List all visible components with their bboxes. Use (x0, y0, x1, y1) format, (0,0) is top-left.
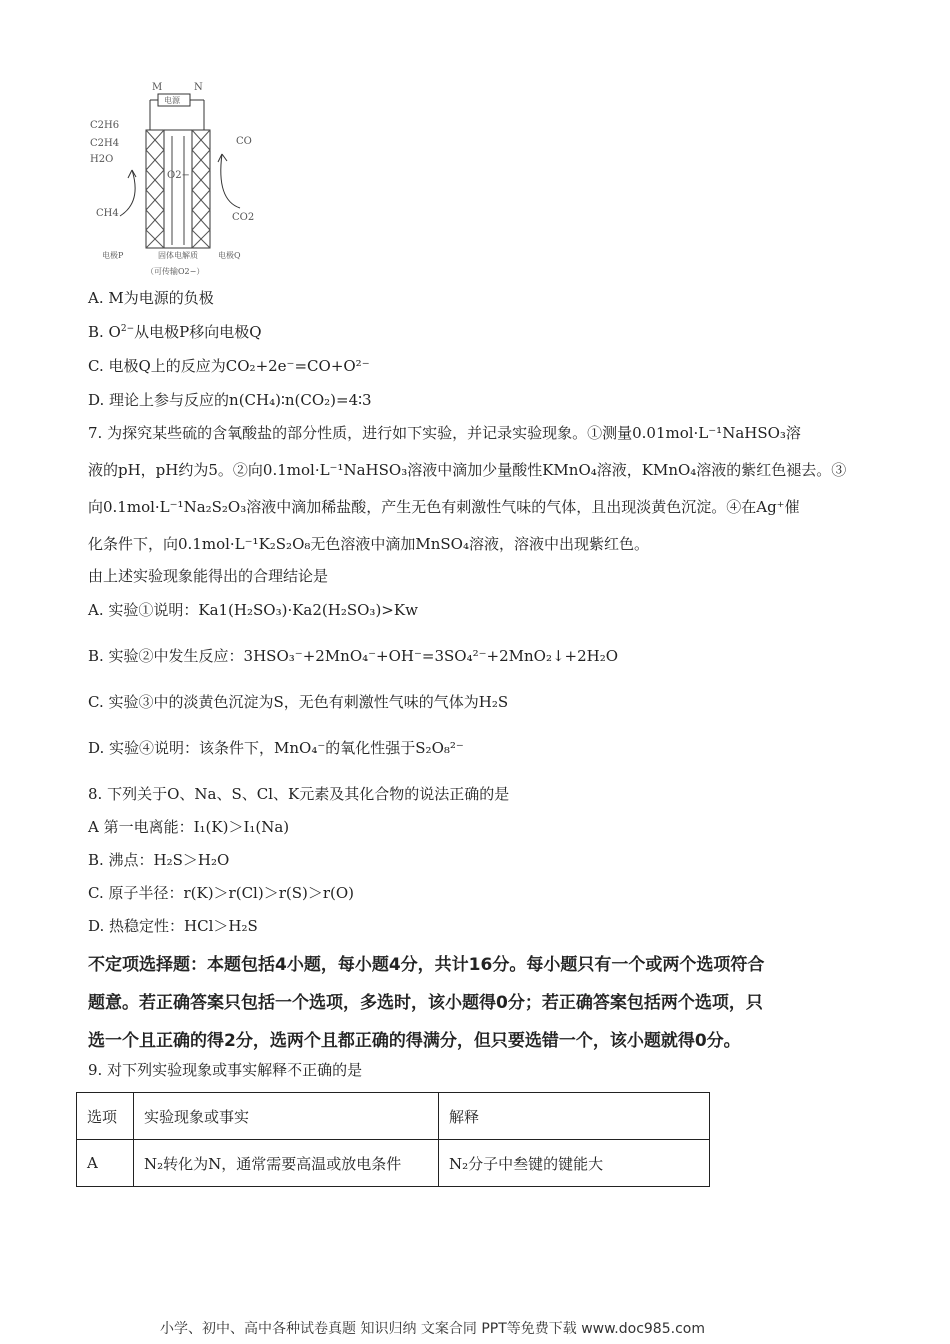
q6-option-b: B. $O^{2-}$从电极P移向电极Q (88, 323, 262, 341)
q7-option-b: B. 实验②中发生反应：3HSO₃⁻+2MnO₄⁻+OH⁻=3SO₄²⁻+2MnO₂↓+2H₂O (88, 647, 619, 665)
electrolyte-label: 固体电解质 (158, 251, 198, 260)
q7-option-c: C. 实验③中的淡黄色沉淀为S，无色有刺激性气味的气体为H₂S (88, 693, 509, 711)
q8-option-c: C. 原子半径：r(K)＞r(Cl)＞r(S)＞r(O) (88, 884, 355, 902)
species-c2h6: C2H6 (90, 120, 120, 131)
q8-option-b: B. 沸点：H₂S＞H₂O (88, 851, 230, 869)
ion-label: O2− (167, 170, 190, 181)
q7-stem-line3: 向0.1mol·L⁻¹Na₂S₂O₃溶液中滴加稀盐酸，产生无色有刺激性气味的气体，且出现淡黄色沉淀。④在Ag⁺催 (88, 498, 800, 516)
q6-option-c: C. 电极Q上的反应为CO₂+2e⁻=CO+O²⁻ (88, 357, 370, 375)
table-header-cell: 实验现象或事实 (134, 1093, 439, 1140)
table-header-cell: 选项 (77, 1093, 134, 1140)
species-h2o: H2O (90, 154, 114, 165)
terminal-n: N (194, 82, 203, 93)
table-cell: N₂转化为N，通常需要高温或放电条件 (134, 1140, 439, 1187)
q7-stem-line2: 液的pH，pH约为5。②向0.1mol·L⁻¹NaHSO₃溶液中滴加少量酸性KMnO₄溶液，KMnO₄溶液的紫红色褪去。③ (88, 461, 847, 479)
q7-stem-line1: 7. 为探究某些硫的含氧酸盐的部分性质，进行如下实验，并记录实验现象。①测量0.01mol·L⁻¹NaHSO₃溶 (88, 424, 801, 442)
q8-option-a: A 第一电离能：I₁(K)＞I₁(Na) (88, 818, 290, 836)
species-c2h4: C2H4 (90, 138, 120, 149)
q7-stem-line4: 化条件下，向0.1mol·L⁻¹K₂S₂O₈无色溶液中滴加MnSO₄溶液，溶液中出现紫红色。 (88, 535, 649, 553)
q8-stem: 8. 下列关于O、Na、S、Cl、K元素及其化合物的说法正确的是 (88, 785, 510, 803)
electrolyte-note: （可传输O2−） (146, 267, 205, 276)
species-co: CO (236, 136, 252, 147)
power-source-label: 电源 (164, 96, 180, 105)
page-footer: 小学、初中、高中各种试卷真题 知识归纳 文案合同 PPT等免费下载 www.doc985.com (160, 1321, 705, 1337)
electrode-p-label: 电极P (102, 251, 124, 260)
section-instructions-line2: 题意。若正确答案只包括一个选项，多选时，该小题得0分；若正确答案包括两个选项，只 (88, 993, 763, 1013)
q9-stem: 9. 对下列实验现象或事实解释不正确的是 (88, 1061, 363, 1079)
section-instructions-line3: 选一个且正确的得2分，选两个且都正确的得满分，但只要选错一个，该小题就得0分。 (88, 1031, 741, 1051)
table-header-cell: 解释 (439, 1093, 710, 1140)
q6-option-d: D. 理论上参与反应的n(CH₄)∶n(CO₂)=4∶3 (88, 391, 372, 409)
electrode-q-label: 电极Q (218, 251, 241, 260)
q7-prompt: 由上述实验现象能得出的合理结论是 (88, 567, 329, 585)
section-instructions-line1: 不定项选择题：本题包括4小题，每小题4分，共计16分。每小题只有一个或两个选项符合 (88, 955, 765, 975)
species-co2: CO2 (232, 212, 255, 223)
table-header-row (77, 1093, 710, 1140)
table-cell: A (77, 1140, 134, 1187)
q7-option-a: A. 实验①说明：Ka1(H₂SO₃)·Ka2(H₂SO₃)>Kw (88, 601, 418, 619)
electrolysis-diagram (80, 80, 270, 280)
table-row (77, 1140, 710, 1187)
q6-option-a: A. M为电源的负极 (88, 289, 214, 307)
table-cell: N₂分子中叁键的键能大 (439, 1140, 710, 1187)
terminal-m: M (152, 82, 163, 93)
q9-table (76, 1092, 710, 1187)
species-ch4: CH4 (96, 208, 119, 219)
q8-option-d: D. 热稳定性：HCl＞H₂S (88, 917, 258, 935)
q7-option-d: D. 实验④说明：该条件下，MnO₄⁻的氧化性强于S₂O₈²⁻ (88, 739, 464, 757)
